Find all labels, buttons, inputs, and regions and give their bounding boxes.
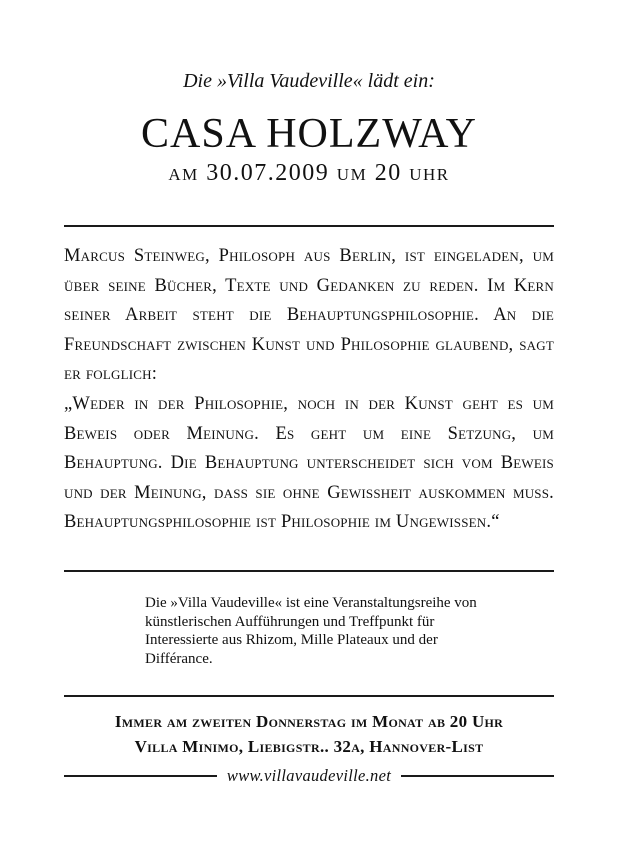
url-divider-left bbox=[64, 775, 217, 777]
intro-paragraph: Marcus Steinweg, Philosoph aus Berlin, ist eingeladen, um über seine Bücher, Texte und Gedanken zu reden. Im Kern seiner Arbeit steht die Behauptungsphilosophie. An die Freundschaft zwischen Kunst und Philosophie glaubend, sagt er folglich: bbox=[64, 246, 554, 385]
event-date: am 30.07.2009 um 20 uhr bbox=[168, 160, 450, 186]
schedule-line: Immer am zweiten Donnerstag im Monat ab 20 Uhr bbox=[114, 712, 504, 731]
invite-line: Die »Villa Vaudeville« lädt ein: bbox=[183, 70, 435, 92]
website-url: www.villavaudeville.net bbox=[226, 766, 392, 785]
url-divider-right bbox=[401, 775, 554, 777]
divider-bottom bbox=[64, 695, 554, 697]
event-title: CASA HOLZWAY bbox=[141, 111, 477, 157]
divider-top bbox=[64, 225, 554, 227]
quote-paragraph: „Weder in der Philosophie, noch in der Kunst geht es um Beweis oder Meinung. Es geht um eine Setzung, um Behauptung. Die Behauptung unterscheidet sich vom Beweis und der Meinung, dass sie ohne Gewissheit auskommen muss. Behauptungsphilosophie ist Philosophie im Ungewissen.“ bbox=[64, 393, 554, 533]
divider-middle bbox=[64, 570, 554, 572]
venue-line: Villa Minimo, Liebigstr.. 32a, Hannover-List bbox=[134, 737, 484, 756]
url-row bbox=[64, 764, 554, 788]
series-description: Die »Villa Vaudeville« ist eine Veranstaltungsreihe von künstlerischen Aufführungen und Treffpunkt für Interessierte aus Rhizom, Mille Plateaux und der Différance. bbox=[145, 595, 477, 667]
main-text-block bbox=[64, 242, 554, 538]
